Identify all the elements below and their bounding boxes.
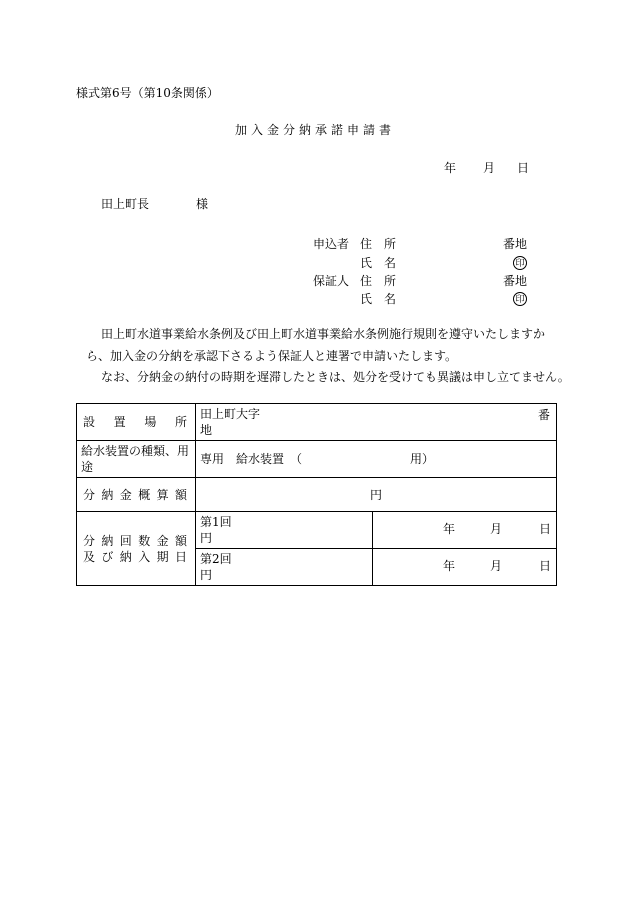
installment-2-unit: 円: [200, 568, 213, 582]
device-header: 給水装置の種類、用途: [77, 441, 196, 478]
applicant-name-label: 氏 名: [360, 256, 397, 270]
installment-2-number: 第2回: [200, 552, 232, 566]
installment-form-table: [76, 403, 557, 586]
guarantor-seal-icon: 印: [513, 292, 527, 306]
body-paragraph1-line1: 田上町水道事業給水条例及び田上町水道事業給水条例施行規則を遵守いたしますか: [101, 327, 546, 341]
installment-2-month: 月: [490, 559, 503, 573]
addressee-name: 田上町長: [101, 197, 150, 211]
applicant-address-suffix: 番地: [503, 237, 528, 251]
device-value: 専用 給水装置 （ 用）: [200, 452, 435, 466]
location-ban: 番: [538, 408, 551, 422]
installment-1-amount-cell[interactable]: [196, 512, 373, 549]
location-prefix: 田上町大字: [200, 407, 261, 421]
schedule-label-line1: 分納回数金額: [83, 533, 187, 548]
addressee-honorific: 様: [196, 197, 209, 211]
installment-1-day: 日: [539, 522, 552, 536]
installment-1-year: 年: [443, 522, 456, 536]
date-year-label: 年: [444, 161, 457, 175]
installment-1-date-cell[interactable]: [373, 512, 557, 549]
installment-2-day: 日: [539, 559, 552, 573]
amount-header: 分納金概算額: [77, 478, 196, 512]
location-chi: 地: [200, 423, 213, 437]
body-paragraph1-line2: ら、加入金の分納を承認下さるよう保証人と連署で申請いたします。: [86, 349, 458, 363]
applicant-role: 申込者: [313, 237, 350, 251]
document-title: 加入金分納承諾申請書: [234, 123, 395, 137]
applicant-address-label: 住 所: [360, 237, 397, 251]
guarantor-name-label: 氏 名: [360, 292, 397, 306]
guarantor-role: 保証人: [313, 274, 350, 288]
installment-2-amount-cell[interactable]: [196, 549, 373, 586]
device-cell[interactable]: [196, 441, 557, 478]
installment-1-unit: 円: [200, 531, 213, 545]
installment-2-date-cell[interactable]: [373, 549, 557, 586]
location-header: 設置場所: [77, 404, 196, 441]
body-paragraph2: なお、分納金の納付の時期を遅滞したときは、処分を受けても異議は申し立てません。: [101, 370, 570, 384]
schedule-label-line2: 及び納入期日: [83, 549, 187, 564]
location-cell[interactable]: [196, 404, 557, 441]
amount-cell[interactable]: [196, 478, 557, 512]
date-day-label: 日: [517, 161, 530, 175]
applicant-seal-icon: 印: [513, 256, 527, 270]
form-number: 様式第6号（第10条関係）: [76, 86, 219, 100]
guarantor-address-label: 住 所: [360, 274, 397, 288]
amount-unit: 円: [370, 487, 383, 502]
date-month-label: 月: [483, 161, 496, 175]
guarantor-address-suffix: 番地: [503, 274, 528, 288]
installment-1-month: 月: [490, 522, 503, 536]
installment-1-number: 第1回: [200, 515, 232, 529]
schedule-header: [77, 512, 196, 586]
installment-2-year: 年: [443, 559, 456, 573]
